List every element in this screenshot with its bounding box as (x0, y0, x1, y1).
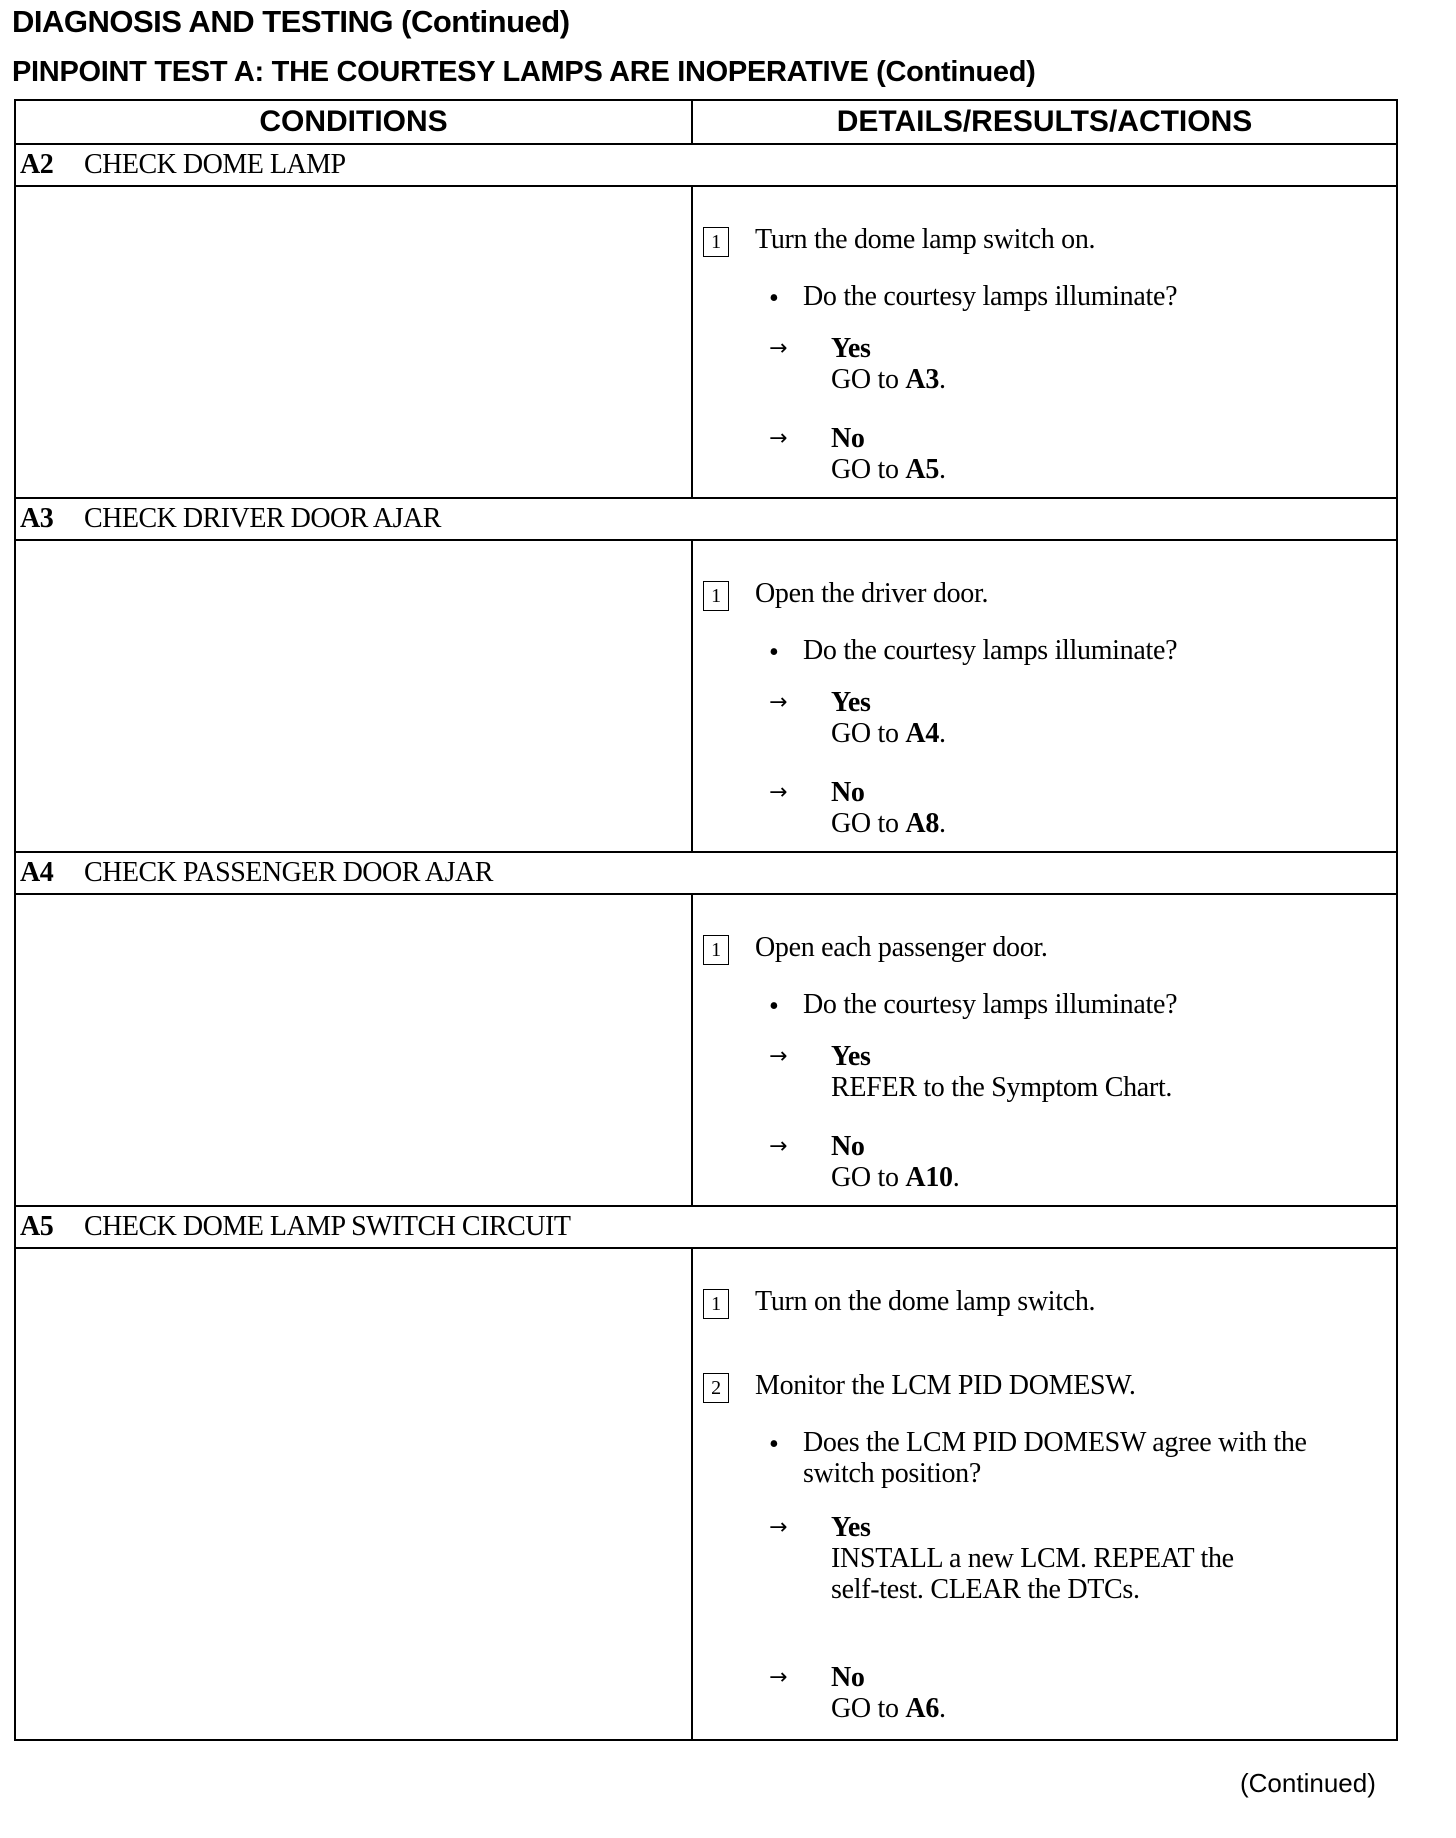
step-number-box: 2 (703, 1373, 729, 1403)
result-target: A3 (905, 364, 940, 395)
question-text: Do the courtesy lamps illuminate? (803, 989, 1178, 1020)
continued-note: (Continued) (1240, 1768, 1376, 1798)
step-id: A3 (20, 503, 54, 534)
step-title-text: CHECK DRIVER DOOR AJAR (84, 503, 441, 534)
step-id: A5 (20, 1211, 54, 1242)
result-no (831, 1662, 946, 1724)
conditions-cell (16, 187, 693, 497)
details-cell (693, 187, 1396, 497)
step-title-a5 (16, 1207, 1396, 1249)
step-title-text: CHECK PASSENGER DOOR AJAR (84, 857, 493, 888)
result-action: GO to (831, 1162, 906, 1193)
bullet-icon: • (769, 283, 779, 314)
result-yes (831, 1512, 1234, 1605)
arrow-right-icon: → (769, 1044, 788, 1069)
table-header-row (16, 101, 1396, 145)
result-punct: . (939, 718, 946, 749)
result-punct: . (939, 1693, 946, 1724)
result-punct: . (952, 1162, 960, 1193)
instruction-text: Monitor the LCM PID DOMESW. (755, 1370, 1136, 1401)
details-cell (693, 1249, 1396, 1739)
step-title-a3 (16, 499, 1396, 541)
result-no (831, 423, 946, 485)
step-id: A4 (20, 857, 54, 888)
conditions-cell (16, 895, 693, 1205)
page-subtitle: PINPOINT TEST A: THE COURTESY LAMPS ARE INOPERATIVE (Continued) (12, 56, 1036, 88)
conditions-cell (16, 541, 693, 851)
step-number-box: 1 (703, 227, 729, 257)
result-target: A8 (905, 808, 940, 839)
arrow-right-icon: → (769, 690, 788, 715)
question-text (803, 1427, 1307, 1489)
arrow-right-icon: → (769, 1134, 788, 1159)
question-text: Do the courtesy lamps illuminate? (803, 635, 1178, 666)
result-label: Yes (831, 1512, 871, 1543)
result-target: A6 (905, 1693, 940, 1724)
arrow-right-icon: → (769, 1515, 788, 1540)
instruction-text: Turn the dome lamp switch on. (755, 224, 1096, 255)
details-cell (693, 541, 1396, 851)
step-number-box: 1 (703, 1289, 729, 1319)
result-punct: . (939, 364, 946, 395)
result-label: No (831, 1662, 865, 1693)
result-yes (831, 1041, 1172, 1103)
instruction-text: Open the driver door. (755, 578, 989, 609)
question-line: switch position? (803, 1458, 981, 1489)
result-label: Yes (831, 333, 871, 364)
result-yes (831, 687, 946, 749)
result-action: REFER to the Symptom Chart. (831, 1072, 1173, 1103)
result-label: No (831, 777, 865, 808)
instruction-text: Turn on the dome lamp switch. (755, 1286, 1096, 1317)
pinpoint-test-table (14, 99, 1398, 1741)
result-label: Yes (831, 1041, 871, 1072)
step-body-a3 (16, 541, 1396, 853)
conditions-cell (16, 1249, 693, 1739)
question-line: Does the LCM PID DOMESW agree with the (803, 1427, 1307, 1458)
details-cell (693, 895, 1396, 1205)
result-action: GO to (831, 454, 906, 485)
instruction-text: Open each passenger door. (755, 932, 1048, 963)
page-title: DIAGNOSIS AND TESTING (Continued) (12, 4, 570, 39)
step-body-a4 (16, 895, 1396, 1207)
bullet-icon: • (769, 991, 779, 1022)
column-header-details: DETAILS/RESULTS/ACTIONS (836, 105, 1253, 138)
step-title-a2 (16, 145, 1396, 187)
step-title-text: CHECK DOME LAMP (84, 149, 346, 180)
arrow-right-icon: → (769, 426, 788, 451)
result-label: Yes (831, 687, 871, 718)
step-id: A2 (20, 149, 54, 180)
step-number-box: 1 (703, 935, 729, 965)
result-yes (831, 333, 946, 395)
result-action: INSTALL a new LCM. REPEAT the (831, 1543, 1234, 1574)
result-label: No (831, 1131, 865, 1162)
result-target: A4 (905, 718, 940, 749)
step-number-box: 1 (703, 581, 729, 611)
column-header-conditions: CONDITIONS (16, 101, 693, 143)
step-body-a2 (16, 187, 1396, 499)
result-label: No (831, 423, 865, 454)
step-body-a5 (16, 1249, 1396, 1739)
result-target: A10 (905, 1162, 953, 1193)
result-target: A5 (905, 454, 940, 485)
result-action: self-test. CLEAR the DTCs. (831, 1574, 1140, 1605)
result-no (831, 777, 946, 839)
arrow-right-icon: → (769, 780, 788, 805)
result-action: GO to (831, 1693, 906, 1724)
result-action: GO to (831, 718, 906, 749)
bullet-icon: • (769, 637, 779, 668)
bullet-icon: • (769, 1429, 779, 1460)
step-title-a4 (16, 853, 1396, 895)
result-punct: . (939, 454, 946, 485)
result-action: GO to (831, 364, 906, 395)
question-text: Do the courtesy lamps illuminate? (803, 281, 1178, 312)
arrow-right-icon: → (769, 336, 788, 361)
step-title-text: CHECK DOME LAMP SWITCH CIRCUIT (84, 1211, 571, 1242)
result-no (831, 1131, 959, 1193)
arrow-right-icon: → (769, 1665, 788, 1690)
result-action: GO to (831, 808, 906, 839)
result-punct: . (939, 808, 946, 839)
